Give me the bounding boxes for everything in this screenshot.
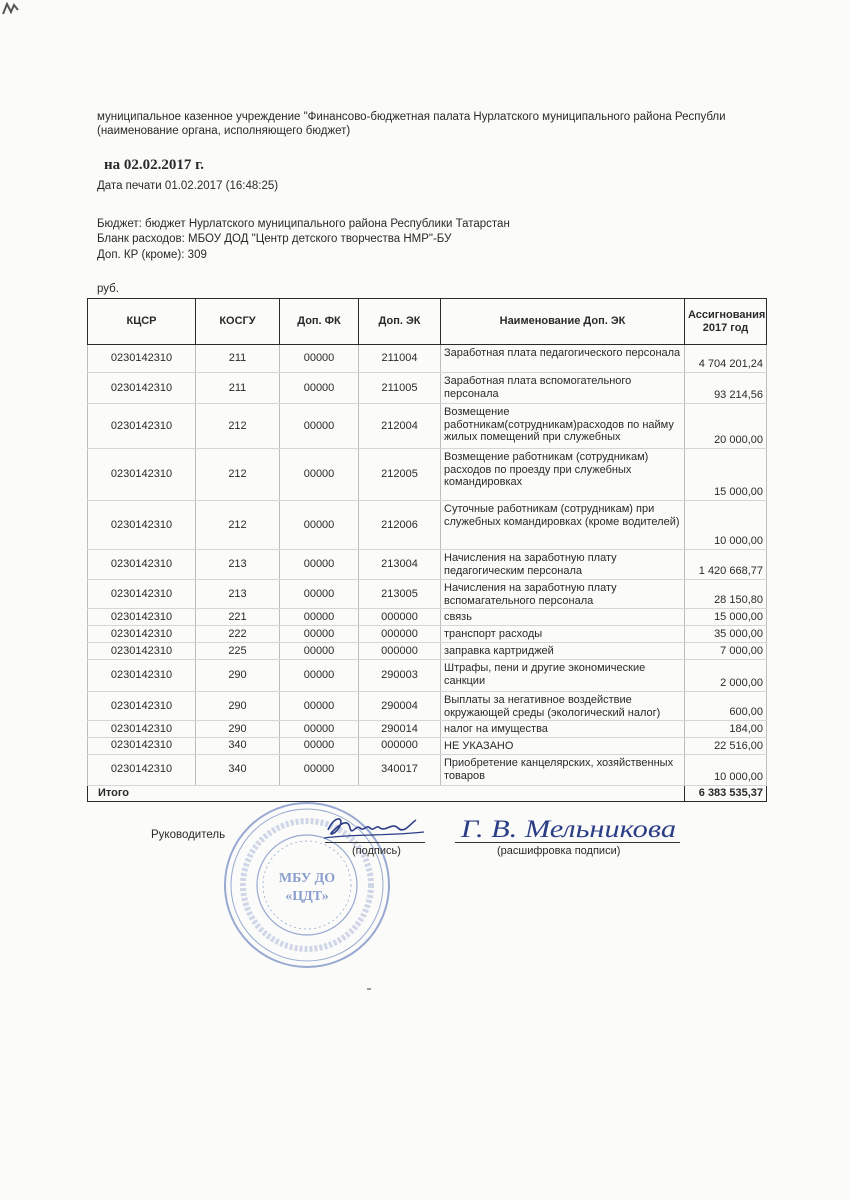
kosgu-cell: 221 bbox=[196, 609, 280, 626]
amount-cell: 15 000,00 bbox=[685, 609, 767, 626]
amount-cell: 35 000,00 bbox=[685, 626, 767, 643]
table-row bbox=[88, 737, 767, 754]
signatory-role: Руководитель bbox=[151, 829, 226, 841]
name-cell: НЕ УКАЗАНО bbox=[441, 737, 685, 754]
total-amount: 6 383 535,37 bbox=[685, 785, 767, 801]
stamp-center-line2: «ЦДТ» bbox=[285, 889, 329, 904]
signature-decode-caption: (расшифровка подписи) bbox=[497, 845, 621, 857]
kcsr-cell: 0230142310 bbox=[88, 737, 196, 754]
organization-caption: (наименование органа, исполняющего бюджет) bbox=[97, 125, 351, 137]
name-cell: связь bbox=[441, 609, 685, 626]
dop-fk-cell: 00000 bbox=[280, 404, 359, 449]
name-cell: Начисления на заработную плату педагогическим персонала bbox=[441, 550, 685, 580]
dop-fk-cell: 00000 bbox=[280, 721, 359, 738]
organization-name: муниципальное казенное учреждение "Финансово-бюджетная палата Нурлатского муниципального района Республи bbox=[97, 111, 726, 123]
dop-ek-cell: 212005 bbox=[359, 449, 441, 501]
kosgu-cell: 211 bbox=[196, 345, 280, 373]
amount-cell: 1 420 668,77 bbox=[685, 550, 767, 580]
kcsr-cell: 0230142310 bbox=[88, 721, 196, 738]
kcsr-cell: 0230142310 bbox=[88, 754, 196, 785]
kosgu-cell: 212 bbox=[196, 449, 280, 501]
kosgu-cell: 211 bbox=[196, 373, 280, 404]
column-header-kosgu: КОСГУ bbox=[196, 299, 280, 345]
kosgu-cell: 340 bbox=[196, 754, 280, 785]
name-cell: налог на имущества bbox=[441, 721, 685, 738]
table-row bbox=[88, 345, 767, 373]
dop-ek-cell: 212006 bbox=[359, 501, 441, 550]
scan-speck bbox=[367, 988, 371, 990]
budget-line: Бюджет: бюджет Нурлатского муниципального района Республики Татарстан bbox=[97, 218, 510, 230]
amount-cell: 600,00 bbox=[685, 692, 767, 721]
currency-unit: руб. bbox=[97, 283, 119, 295]
dop-fk-cell: 00000 bbox=[280, 580, 359, 609]
table-row bbox=[88, 754, 767, 785]
name-cell: Приобретение канцелярских, хозяйственных товаров bbox=[441, 754, 685, 785]
dop-ek-cell: 212004 bbox=[359, 404, 441, 449]
amount-cell: 4 704 201,24 bbox=[685, 345, 767, 373]
dop-ek-cell: 213004 bbox=[359, 550, 441, 580]
kosgu-cell: 225 bbox=[196, 643, 280, 660]
dop-fk-cell: 00000 bbox=[280, 737, 359, 754]
dop-ek-cell: 340017 bbox=[359, 754, 441, 785]
kcsr-cell: 0230142310 bbox=[88, 626, 196, 643]
name-cell: Штрафы, пени и другие экономические санкции bbox=[441, 660, 685, 692]
column-header-amount: Ассигнования 2017 год bbox=[685, 299, 767, 345]
table-row bbox=[88, 660, 767, 692]
kcsr-cell: 0230142310 bbox=[88, 345, 196, 373]
amount-cell: 7 000,00 bbox=[685, 643, 767, 660]
kcsr-cell: 0230142310 bbox=[88, 404, 196, 449]
amount-cell: 184,00 bbox=[685, 721, 767, 738]
name-cell: Выплаты за негативное воздействие окружающей среды (экологический налог) bbox=[441, 692, 685, 721]
table-row bbox=[88, 609, 767, 626]
name-cell: Начисления на заработную плату вспомагательного персонала bbox=[441, 580, 685, 609]
name-cell: Заработная плата педагогического персонала bbox=[441, 345, 685, 373]
appropriations-table bbox=[87, 298, 767, 802]
signature-caption: (подпись) bbox=[352, 845, 401, 857]
amount-cell: 10 000,00 bbox=[685, 501, 767, 550]
kcsr-cell: 0230142310 bbox=[88, 449, 196, 501]
name-cell: заправка картриджей bbox=[441, 643, 685, 660]
total-row bbox=[88, 785, 767, 801]
name-cell: Суточные работникам (сотрудникам) при служебных командировках (кроме водителей) bbox=[441, 501, 685, 550]
kcsr-cell: 0230142310 bbox=[88, 580, 196, 609]
total-label: Итого bbox=[88, 785, 685, 801]
dop-fk-cell: 00000 bbox=[280, 692, 359, 721]
dop-ek-cell: 290003 bbox=[359, 660, 441, 692]
name-cell: Возмещение работникам(сотрудникам)расходов по найму жилых помещений при служебных bbox=[441, 404, 685, 449]
kcsr-cell: 0230142310 bbox=[88, 660, 196, 692]
amount-cell: 93 214,56 bbox=[685, 373, 767, 404]
report-date-title: на 02.02.2017 г. bbox=[104, 157, 205, 173]
amount-cell: 22 516,00 bbox=[685, 737, 767, 754]
kosgu-cell: 290 bbox=[196, 692, 280, 721]
table-row bbox=[88, 626, 767, 643]
amount-cell: 20 000,00 bbox=[685, 404, 767, 449]
handwritten-name-text: Г. В. Мельникова bbox=[459, 816, 676, 843]
dop-ek-cell: 000000 bbox=[359, 626, 441, 643]
dop-ek-cell: 213005 bbox=[359, 580, 441, 609]
kosgu-cell: 213 bbox=[196, 580, 280, 609]
table-row bbox=[88, 449, 767, 501]
dop-ek-cell: 211004 bbox=[359, 345, 441, 373]
stamp-center-line1: МБУ ДО bbox=[278, 871, 336, 886]
amount-cell: 10 000,00 bbox=[685, 754, 767, 785]
dop-fk-cell: 00000 bbox=[280, 626, 359, 643]
name-cell: Заработная плата вспомогательного персонала bbox=[441, 373, 685, 404]
table-row bbox=[88, 550, 767, 580]
kcsr-cell: 0230142310 bbox=[88, 373, 196, 404]
kosgu-cell: 290 bbox=[196, 660, 280, 692]
dop-kr-line: Доп. КР (кроме): 309 bbox=[97, 249, 207, 261]
dop-ek-cell: 290004 bbox=[359, 692, 441, 721]
print-date: Дата печати 01.02.2017 (16:48:25) bbox=[97, 180, 279, 192]
dop-ek-cell: 000000 bbox=[359, 609, 441, 626]
handwritten-name bbox=[455, 812, 685, 846]
dop-fk-cell: 00000 bbox=[280, 754, 359, 785]
dop-fk-cell: 00000 bbox=[280, 550, 359, 580]
dop-ek-cell: 211005 bbox=[359, 373, 441, 404]
dop-ek-cell: 290014 bbox=[359, 721, 441, 738]
table-header-row bbox=[88, 299, 767, 345]
kosgu-cell: 212 bbox=[196, 501, 280, 550]
dop-fk-cell: 00000 bbox=[280, 643, 359, 660]
table-row bbox=[88, 404, 767, 449]
kcsr-cell: 0230142310 bbox=[88, 609, 196, 626]
dop-fk-cell: 00000 bbox=[280, 345, 359, 373]
name-cell: транспорт расходы bbox=[441, 626, 685, 643]
dop-fk-cell: 00000 bbox=[280, 501, 359, 550]
handwritten-signature-icon bbox=[320, 810, 430, 848]
kosgu-cell: 290 bbox=[196, 721, 280, 738]
table-row bbox=[88, 373, 767, 404]
column-header-dop-fk: Доп. ФК bbox=[280, 299, 359, 345]
amount-cell: 15 000,00 bbox=[685, 449, 767, 501]
dop-fk-cell: 00000 bbox=[280, 373, 359, 404]
dop-ek-cell: 000000 bbox=[359, 737, 441, 754]
table-row bbox=[88, 721, 767, 738]
kcsr-cell: 0230142310 bbox=[88, 550, 196, 580]
amount-cell: 2 000,00 bbox=[685, 660, 767, 692]
dop-fk-cell: 00000 bbox=[280, 449, 359, 501]
dop-fk-cell: 00000 bbox=[280, 660, 359, 692]
dop-fk-cell: 00000 bbox=[280, 609, 359, 626]
dop-ek-cell: 000000 bbox=[359, 643, 441, 660]
column-header-dop-ek: Доп. ЭК bbox=[359, 299, 441, 345]
kosgu-cell: 213 bbox=[196, 550, 280, 580]
table-row bbox=[88, 692, 767, 721]
kcsr-cell: 0230142310 bbox=[88, 501, 196, 550]
column-header-name: Наименование Доп. ЭК bbox=[441, 299, 685, 345]
expense-form-line: Бланк расходов: МБОУ ДОД "Центр детского творчества НМР"-БУ bbox=[97, 233, 452, 245]
table-row bbox=[88, 643, 767, 660]
kosgu-cell: 340 bbox=[196, 737, 280, 754]
column-header-kcsr: КЦСР bbox=[88, 299, 196, 345]
kcsr-cell: 0230142310 bbox=[88, 692, 196, 721]
table-row bbox=[88, 501, 767, 550]
kosgu-cell: 212 bbox=[196, 404, 280, 449]
name-cell: Возмещение работникам (сотрудникам) расходов по проезду при служебных командировках bbox=[441, 449, 685, 501]
kosgu-cell: 222 bbox=[196, 626, 280, 643]
corner-scan-mark-icon bbox=[2, 2, 24, 16]
amount-cell: 28 150,80 bbox=[685, 580, 767, 609]
table-row bbox=[88, 580, 767, 609]
kcsr-cell: 0230142310 bbox=[88, 643, 196, 660]
